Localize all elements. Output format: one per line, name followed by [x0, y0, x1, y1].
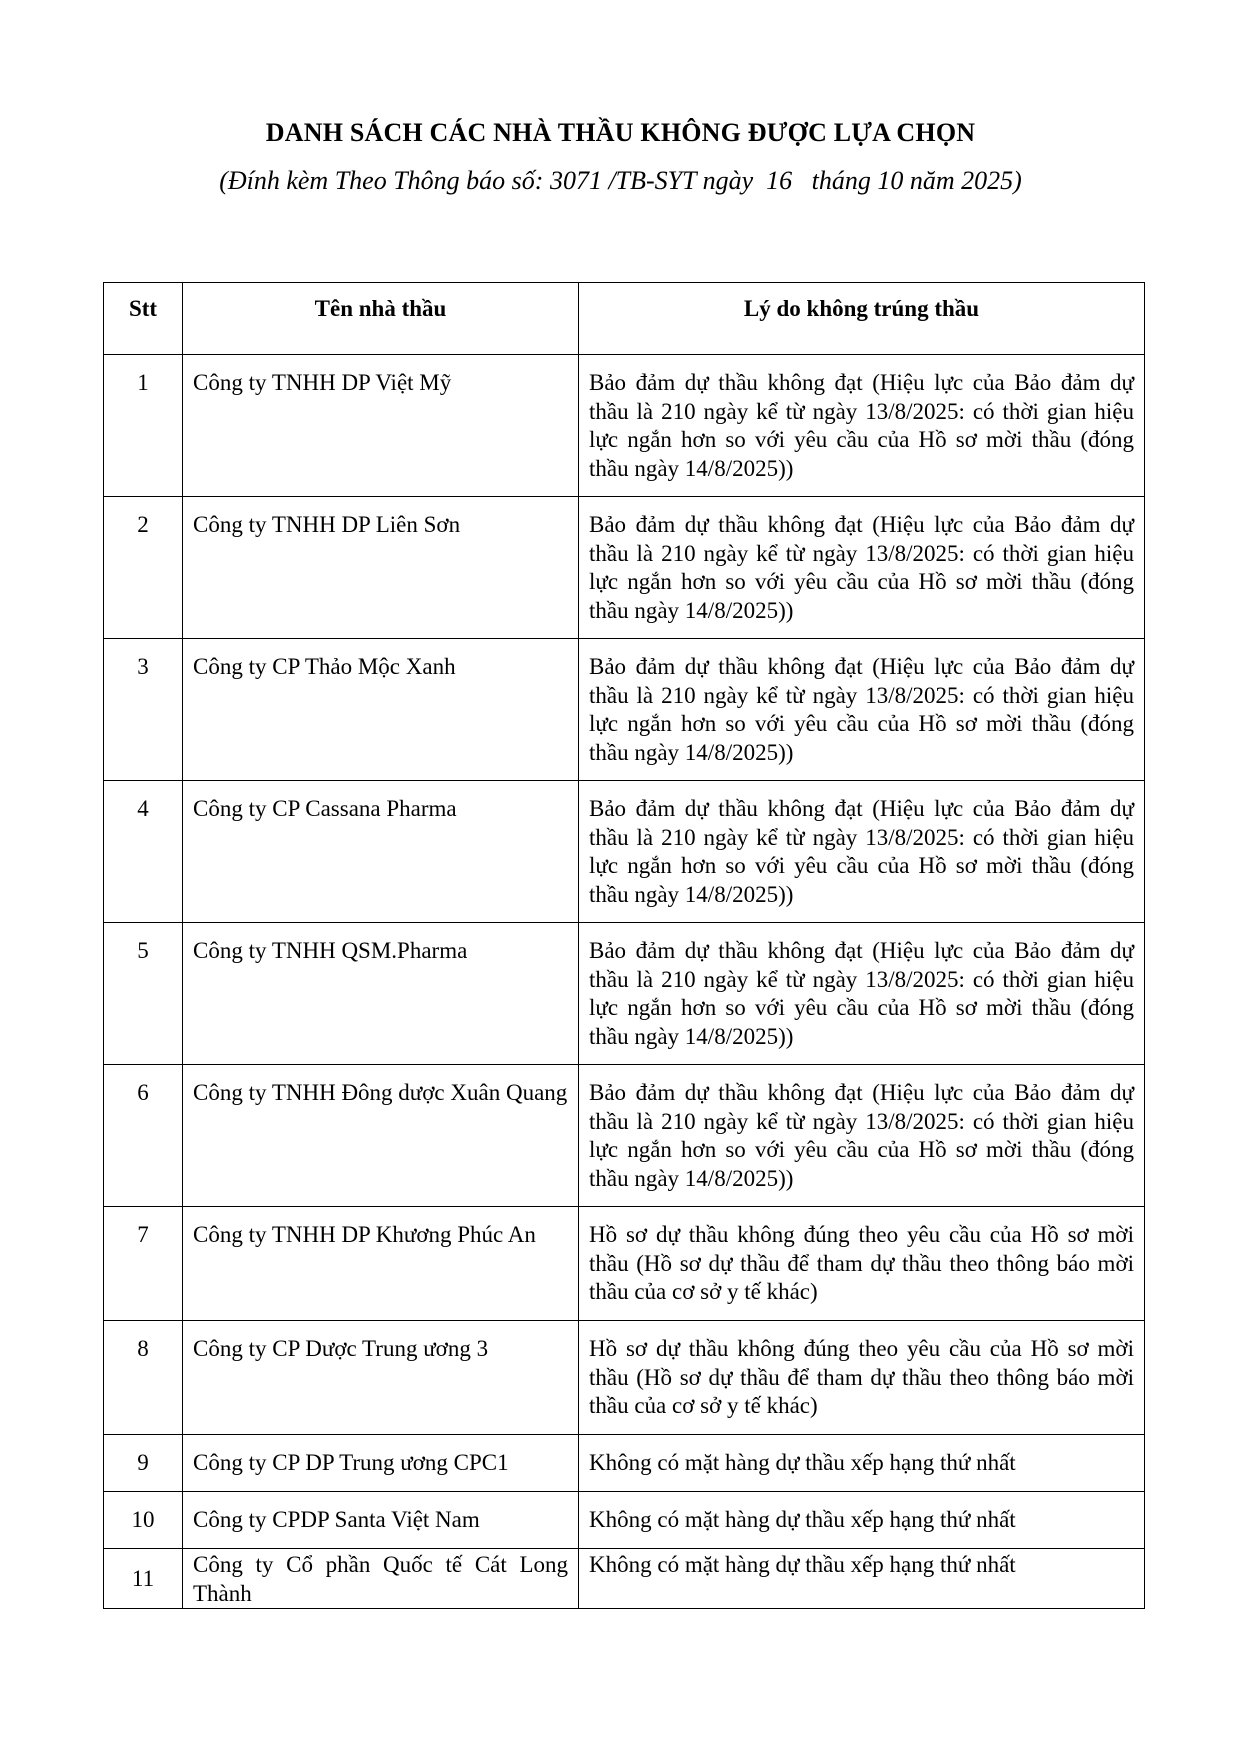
row-contractor-name: Công ty TNHH DP Liên Sơn [183, 497, 579, 639]
row-stt: 10 [104, 1492, 183, 1549]
row-stt: 11 [104, 1549, 183, 1609]
table-row [104, 1065, 1145, 1207]
header-reason: Lý do không trúng thầu [579, 283, 1145, 355]
table-row [104, 1207, 1145, 1321]
row-stt: 7 [104, 1207, 183, 1321]
row-reason: Bảo đảm dự thầu không đạt (Hiệu lực của Bảo đảm dự thầu là 210 ngày kể từ ngày 13/8/2025: có thời gian hiệu lực ngắn hơn so với yêu cầu của Hồ sơ mời thầu (đóng thầu ngày 14/8/2025)) [579, 781, 1145, 923]
row-contractor-name: Công ty CPDP Santa Việt Nam [183, 1492, 579, 1549]
document-title: DANH SÁCH CÁC NHÀ THẦU KHÔNG ĐƯỢC LỰA CHỌN [265, 118, 976, 147]
table-row [104, 355, 1145, 497]
row-reason: Không có mặt hàng dự thầu xếp hạng thứ nhất [579, 1492, 1145, 1549]
row-contractor-name: Công ty Cổ phần Quốc tế Cát Long Thành [183, 1549, 579, 1609]
table-row [104, 639, 1145, 781]
row-reason: Bảo đảm dự thầu không đạt (Hiệu lực của Bảo đảm dự thầu là 210 ngày kể từ ngày 13/8/2025: có thời gian hiệu lực ngắn hơn so với yêu cầu của Hồ sơ mời thầu (đóng thầu ngày 14/8/2025)) [579, 355, 1145, 497]
row-stt: 5 [104, 923, 183, 1065]
row-contractor-name: Công ty TNHH QSM.Pharma [183, 923, 579, 1065]
row-stt: 8 [104, 1321, 183, 1435]
table-row [104, 1492, 1145, 1549]
row-stt: 4 [104, 781, 183, 923]
header-stt: Stt [104, 283, 183, 355]
row-reason: Bảo đảm dự thầu không đạt (Hiệu lực của Bảo đảm dự thầu là 210 ngày kể từ ngày 13/8/2025: có thời gian hiệu lực ngắn hơn so với yêu cầu của Hồ sơ mời thầu (đóng thầu ngày 14/8/2025)) [579, 923, 1145, 1065]
table-row [104, 1549, 1145, 1609]
row-contractor-name: Công ty TNHH Đông dược Xuân Quang [183, 1065, 579, 1207]
row-reason: Bảo đảm dự thầu không đạt (Hiệu lực của Bảo đảm dự thầu là 210 ngày kể từ ngày 13/8/2025: có thời gian hiệu lực ngắn hơn so với yêu cầu của Hồ sơ mời thầu (đóng thầu ngày 14/8/2025)) [579, 1065, 1145, 1207]
contractor-table [103, 282, 1145, 1609]
row-contractor-name: Công ty TNHH DP Khương Phúc An [183, 1207, 579, 1321]
row-reason: Bảo đảm dự thầu không đạt (Hiệu lực của Bảo đảm dự thầu là 210 ngày kể từ ngày 13/8/2025: có thời gian hiệu lực ngắn hơn so với yêu cầu của Hồ sơ mời thầu (đóng thầu ngày 14/8/2025)) [579, 639, 1145, 781]
table-row [104, 781, 1145, 923]
row-reason: Không có mặt hàng dự thầu xếp hạng thứ nhất [579, 1549, 1145, 1609]
table-row [104, 1321, 1145, 1435]
row-contractor-name: Công ty CP Thảo Mộc Xanh [183, 639, 579, 781]
row-reason: Bảo đảm dự thầu không đạt (Hiệu lực của Bảo đảm dự thầu là 210 ngày kể từ ngày 13/8/2025: có thời gian hiệu lực ngắn hơn so với yêu cầu của Hồ sơ mời thầu (đóng thầu ngày 14/8/2025)) [579, 497, 1145, 639]
row-stt: 3 [104, 639, 183, 781]
table-row [104, 923, 1145, 1065]
row-contractor-name: Công ty CP DP Trung ương CPC1 [183, 1435, 579, 1492]
row-reason: Hồ sơ dự thầu không đúng theo yêu cầu của Hồ sơ mời thầu (Hồ sơ dự thầu để tham dự thầu theo thông báo mời thầu của cơ sở y tế khác) [579, 1321, 1145, 1435]
row-stt: 6 [104, 1065, 183, 1207]
row-reason: Không có mặt hàng dự thầu xếp hạng thứ nhất [579, 1435, 1145, 1492]
row-stt: 1 [104, 355, 183, 497]
row-contractor-name: Công ty CP Dược Trung ương 3 [183, 1321, 579, 1435]
row-contractor-name: Công ty TNHH DP Việt Mỹ [183, 355, 579, 497]
header-contractor-name: Tên nhà thầu [183, 283, 579, 355]
document-subtitle: (Đính kèm Theo Thông báo số: 3071 /TB-SYT ngày 16 tháng 10 năm 2025) [219, 166, 1022, 195]
table-row [104, 1435, 1145, 1492]
table-row [104, 497, 1145, 639]
row-stt: 2 [104, 497, 183, 639]
table-header-row [104, 283, 1145, 355]
row-contractor-name: Công ty CP Cassana Pharma [183, 781, 579, 923]
row-reason: Hồ sơ dự thầu không đúng theo yêu cầu của Hồ sơ mời thầu (Hồ sơ dự thầu để tham dự thầu theo thông báo mời thầu của cơ sở y tế khác) [579, 1207, 1145, 1321]
row-stt: 9 [104, 1435, 183, 1492]
